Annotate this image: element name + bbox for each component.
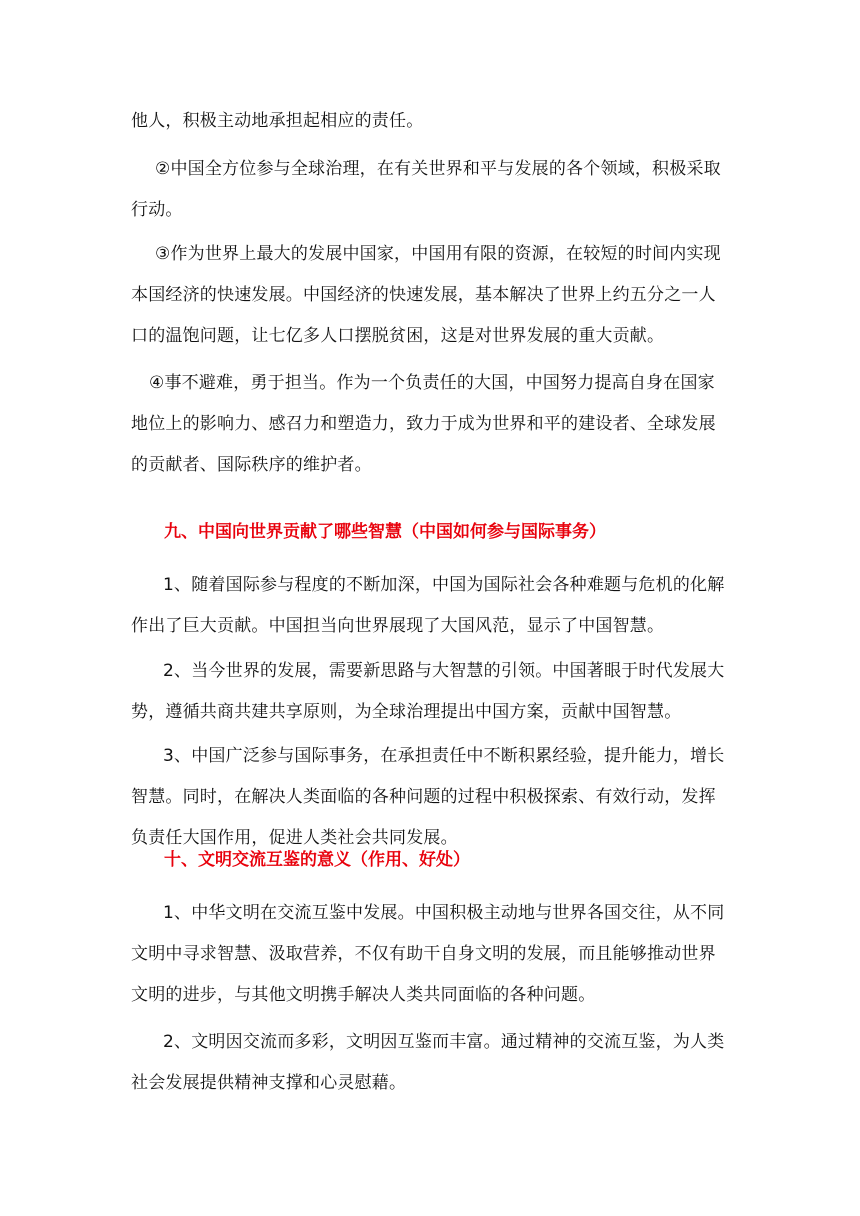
paragraph-item-4: ④事不避难，勇于担当。作为一个负责任的大国，中国努力提高自身在国家地位上的影响力、感召力和塑造力，致力于成为世界和平的建设者、全球发展的贡献者、国际秩序的维护者。 <box>131 373 716 475</box>
paragraph-9-2: 2、当今世界的发展，需要新思路与大智慧的引领。中国著眼于时代发展大势，遵循共商共建共享原则，为全球治理提出中国方案，贡献中国智慧。 <box>131 661 725 722</box>
section-heading-10: 十、文明交流互鉴的意义（作用、好处） <box>164 850 470 870</box>
paragraph-10-1: 1、中华文明在交流互鉴中发展。中国积极主动地与世界各国交往，从不同文明中寻求智慧、汲取营养，不仅有助干自身文明的发展，而且能够推动世界文明的进步，与其他文明携手解决人类共同面临的各种问题。 <box>131 903 725 1005</box>
paragraph-item-3: ③作为世界上最大的发展中国家，中国用有限的资源，在较短的时间内实现本国经济的快速发展。中国经济的快速发展，基本解决了世界上约五分之一人口的温饱问题，让七亿多人口摆脱贫困，这是对世界发展的重大贡献。 <box>131 244 721 346</box>
paragraph-9-3: 3、中国广泛参与国际事务，在承担责任中不断积累经验，提升能力，增长智慧。同时，在解决人类面临的各种问题的过程中积极探索、有效行动，发挥负责任大国作用，促进人类社会共同发展。 <box>131 746 725 848</box>
paragraph-9-1: 1、随着国际参与程度的不断加深，中国为国际社会各种难题与危机的化解作出了巨大贡献。中国担当向世界展现了大国风范，显示了中国智慧。 <box>131 575 725 636</box>
section-heading-9: 九、中国向世界贡献了哪些智慧（中国如何参与国际事务） <box>164 522 606 542</box>
paragraph-continuation: 他人，积极主动地承担起相应的责任。 <box>131 111 424 131</box>
paragraph-item-2: ②中国全方位参与全球治理，在有关世界和平与发展的各个领域，积极采取行动。 <box>131 159 721 220</box>
paragraph-10-2: 2、文明因交流而多彩，文明因互鉴而丰富。通过精神的交流互鉴，为人类社会发展提供精神支撑和心灵慰藉。 <box>131 1032 725 1093</box>
